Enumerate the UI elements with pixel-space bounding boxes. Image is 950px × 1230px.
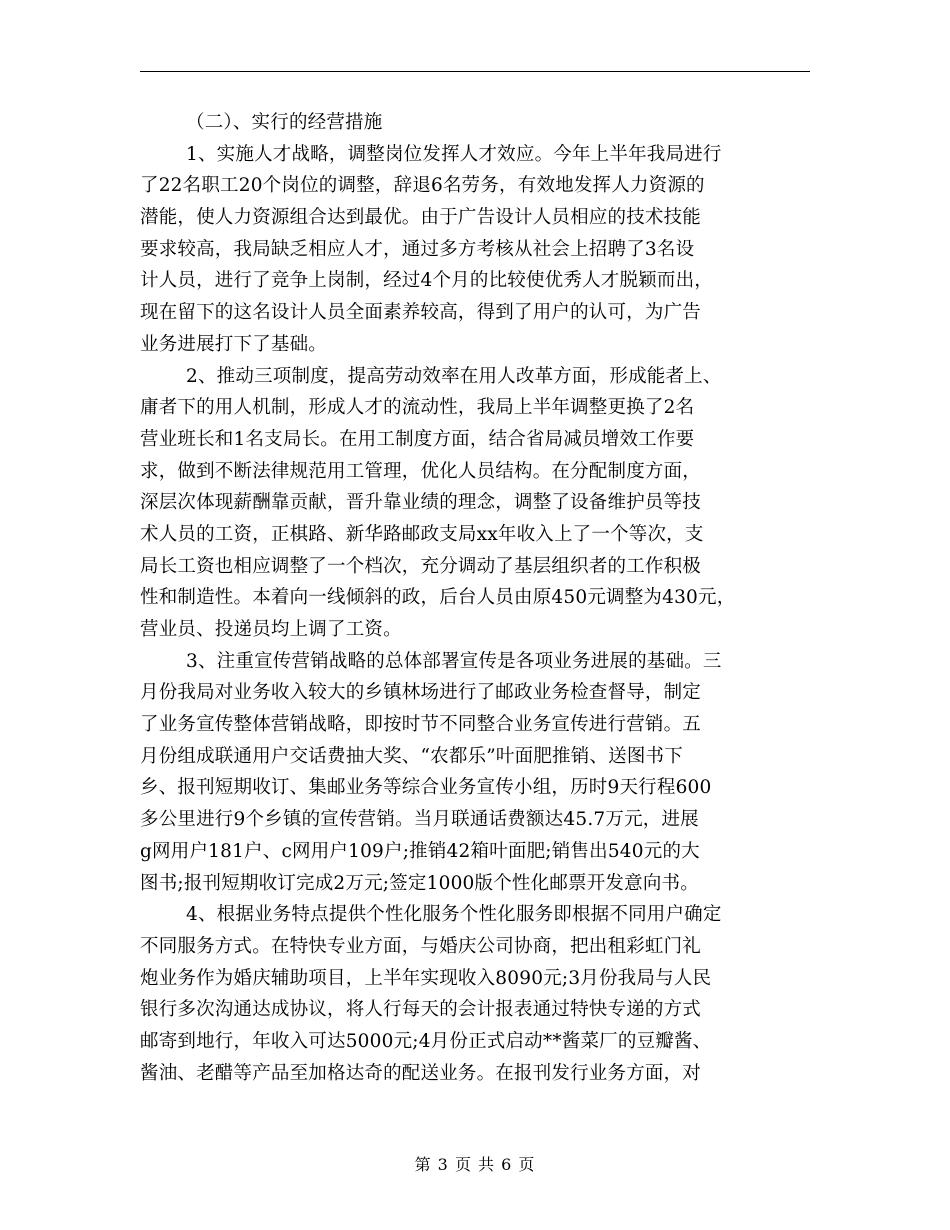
text-line: 庸者下的用人机制，形成人才的流动性，我局上半年调整更换了2名 bbox=[140, 397, 695, 419]
text-line: 1、实施人才战略，调整岗位发挥人才效应。今年上半年我局进行 bbox=[186, 143, 722, 165]
text-line: 性和制造性。本着向一线倾斜的政，后台人员由原450元调整为430元， bbox=[140, 587, 736, 609]
text-line: 4、根据业务特点提供个性化服务个性化服务即根据不同用户确定 bbox=[186, 904, 722, 926]
text-line: 计人员，进行了竞争上岗制，经过4个月的比较使优秀人才脱颖而出， bbox=[140, 270, 713, 292]
text-line: 图书;报刊短期收订完成2万元;签定1000版个性化邮票开发意向书。 bbox=[140, 872, 699, 894]
text-line: 求，做到不断法律规范用工管理，优化人员结构。在分配制度方面， bbox=[140, 460, 702, 482]
body-text bbox=[140, 107, 810, 1089]
text-line: 营业班长和1名支局长。在用工制度方面，结合省局减员增效工作要 bbox=[140, 428, 695, 450]
text-line: （二）、实行的经营措施 bbox=[186, 112, 383, 133]
text-line: 月份我局对业务收入较大的乡镇林场进行了邮政业务检查督导，制定 bbox=[140, 682, 702, 704]
text-line: 潜能，使人力资源组合达到最优。由于广告设计人员相应的技术技能 bbox=[140, 207, 702, 229]
text-line: g网用户181户、c网用户109户;推销42箱叶面肥;销售出540元的大 bbox=[140, 840, 700, 862]
text-line: 3、注重宣传营销战略的总体部署宣传是各项业务进展的基础。三 bbox=[186, 650, 722, 672]
text-line: 多公里进行9个乡镇的宣传营销。当月联通话费额达45.7万元，进展 bbox=[140, 809, 699, 831]
text-line: 2、推动三项制度，提高劳动效率在用人改革方面，形成能者上、 bbox=[186, 365, 722, 387]
text-line: 不同服务方式。在特快专业方面，与婚庆公司协商，把出租彩虹门礼 bbox=[140, 935, 702, 957]
text-line: 邮寄到地行，年收入可达5000元;4月份正式启动**酱菜厂的豆瓣酱、 bbox=[140, 1030, 712, 1052]
text-line: 业务进展打下了基础。 bbox=[140, 333, 328, 355]
text-line: 月份组成联通用户交话费抽大奖、“农都乐”叶面肥推销、送图书下 bbox=[140, 745, 683, 767]
text-line: 深层次体现薪酬靠贡献，晋升靠业绩的理念，调整了设备维护员等技 bbox=[140, 492, 702, 514]
text-line: 银行多次沟通达成协议，将人行每天的会计报表通过特快专递的方式 bbox=[140, 999, 702, 1021]
text-line: 炮业务作为婚庆辅助项目，上半年实现收入8090元;3月份我局与人民 bbox=[140, 967, 712, 989]
text-line: 现在留下的这名设计人员全面素养较高，得到了用户的认可，为广告 bbox=[140, 302, 702, 324]
text-line: 乡、报刊短期收订、集邮业务等综合业务宣传小组，历时9天行程600 bbox=[140, 777, 712, 799]
text-line: 术人员的工资，正棋路、新华路邮政支局xx年收入上了一个等次，支 bbox=[140, 523, 704, 545]
text-line: 营业员、投递员均上调了工资。 bbox=[140, 619, 402, 640]
text-line: 了22名职工20个岗位的调整，辞退6名劳务，有效地发挥人力资源的 bbox=[140, 175, 705, 197]
page-footer: 第 3 页 共 6 页 bbox=[414, 1155, 536, 1174]
header-rule bbox=[140, 71, 810, 72]
text-line: 要求较高，我局缺乏相应人才，通过多方考核从社会上招聘了3名设 bbox=[140, 238, 695, 260]
text-line: 局长工资也相应调整了一个档次，充分调动了基层组织者的工作积极 bbox=[140, 555, 702, 577]
text-line: 了业务宣传整体营销战略，即按时节不同整合业务宣传进行营销。五 bbox=[140, 714, 702, 736]
text-line: 酱油、老醋等产品至加格达奇的配送业务。在报刊发行业务方面，对 bbox=[140, 1062, 702, 1084]
